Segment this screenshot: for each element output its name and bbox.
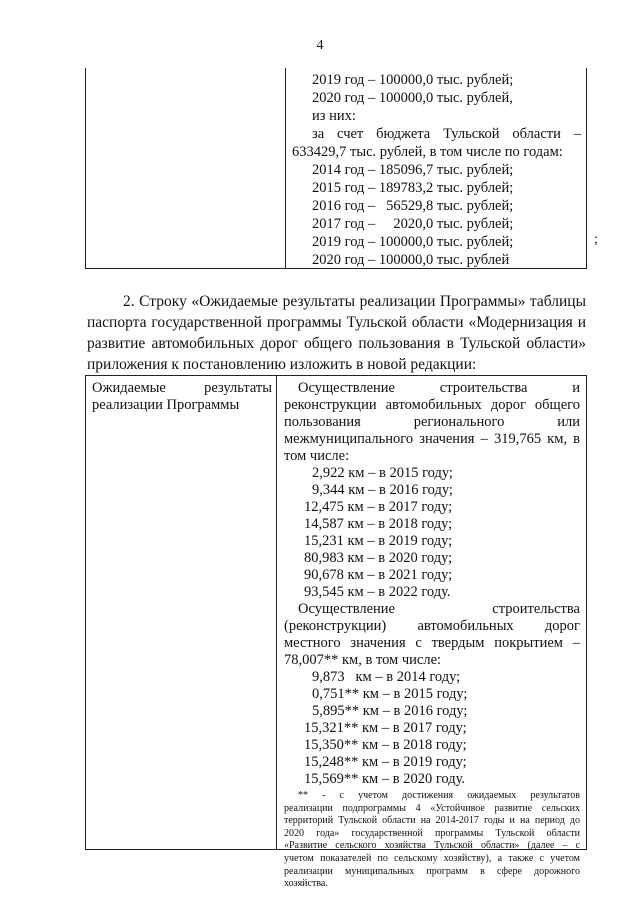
- footnote-line: реализации муниципальных программ в сфере дорожного: [284, 865, 580, 877]
- result-line: 5,895** км – в 2016 году;: [312, 703, 468, 719]
- funding-line: 2019 год – 100000,0 тыс. рублей;: [312, 72, 514, 88]
- funding-line: 2015 год – 189783,2 тыс. рублей;: [312, 180, 514, 196]
- result-line: 0,751** км – в 2015 году;: [312, 686, 468, 702]
- footnote-line: реализации подпрограммы 4 «Устойчивое развитие сельских: [284, 802, 580, 814]
- result-line: 15,321** км – в 2017 году;: [304, 720, 467, 736]
- row-header-cell: [92, 380, 272, 414]
- amendment-paragraph: [87, 291, 586, 375]
- funding-line: 633429,7 тыс. рублей, в том числе по годам:: [292, 144, 563, 160]
- footnote-line: хозяйства.: [284, 878, 328, 890]
- row-header-line: реализации Программы: [92, 397, 240, 413]
- expected-results-table: [85, 375, 587, 890]
- result-line: 15,248** км – в 2019 году;: [304, 754, 467, 770]
- result-line: 2,922 км – в 2015 году;: [312, 465, 453, 481]
- funding-line: 2016 год – 56529,8 тыс. рублей;: [312, 198, 514, 214]
- funding-line: 2019 год – 100000,0 тыс. рублей;: [312, 234, 514, 250]
- footnote-line: учетом показателей по сельскому хозяйству), а также с учетом: [284, 852, 580, 864]
- result-line: 9,873 км – в 2014 году;: [312, 669, 461, 685]
- footnote-line: ** - с учетом достижения ожидаемых результатов: [298, 790, 580, 801]
- funding-line: 2017 год – 2020,0 тыс. рублей;: [312, 216, 514, 232]
- paragraph-line: 2. Строку «Ожидаемые результаты реализации Программы» таблицы: [123, 293, 586, 310]
- funding-line: 2020 год – 100000,0 тыс. рублей: [312, 252, 510, 268]
- result-line: 14,587 км – в 2018 году;: [304, 516, 453, 532]
- result-line: 93,545 км – в 2022 году.: [304, 584, 451, 600]
- result-line: (реконструкции) автомобильных дорог: [284, 618, 580, 634]
- funding-cell: [292, 71, 581, 269]
- result-line: 15,350** км – в 2018 году;: [304, 737, 467, 753]
- column-divider: [285, 68, 286, 268]
- paragraph-line: паспорта государственной программы Тульской области «Модернизация и: [87, 314, 586, 331]
- result-line: межмуниципального значения – 319,765 км, в: [284, 431, 580, 447]
- funding-line: 2014 год – 185096,7 тыс. рублей;: [312, 162, 514, 178]
- footnote: [284, 790, 580, 891]
- footnote-line: территорий Тульской области на 2014-2017 годы и на период до: [284, 815, 580, 827]
- result-line: пользования регионального или: [284, 414, 580, 430]
- result-line: реконструкции автомобильных дорог общего: [284, 397, 580, 413]
- page-number: 4: [316, 38, 324, 53]
- result-line: Осуществление строительства: [298, 601, 580, 617]
- result-line: местного значения с твердым покрытием –: [284, 635, 580, 651]
- result-line: 12,475 км – в 2017 году;: [304, 499, 453, 515]
- result-line: 9,344 км – в 2016 году;: [312, 482, 453, 498]
- footnote-line: «Развитие сельского хозяйства Тульской области» (далее – с: [284, 840, 580, 852]
- row-header-line: Ожидаемые результаты: [92, 380, 272, 396]
- result-line: 78,007** км, в том числе:: [284, 652, 442, 668]
- result-line: 80,983 км – в 2020 году;: [304, 550, 453, 566]
- paragraph-line: развитие автомобильных дорог общего пользования в Тульской области»: [87, 335, 586, 352]
- funding-line: 2020 год – 100000,0 тыс. рублей,: [312, 90, 513, 106]
- trailing-semicolon: ;: [594, 232, 598, 247]
- result-line: том числе:: [284, 448, 350, 464]
- funding-line: за счет бюджета Тульской области –: [312, 126, 581, 142]
- column-divider: [276, 376, 277, 849]
- funding-line: из них:: [312, 108, 356, 124]
- result-line: 15,569** км – в 2020 году.: [304, 771, 466, 787]
- result-line: 90,678 км – в 2021 году;: [304, 567, 453, 583]
- funding-table-fragment: [85, 68, 587, 269]
- paragraph-line: приложения к постановлению изложить в новой редакции:: [87, 356, 477, 373]
- footnote-line: 2020 года» государственной программы Тульской области: [284, 827, 580, 839]
- result-line: Осуществление строительства и: [298, 380, 580, 396]
- result-line: 15,231 км – в 2019 году;: [304, 533, 453, 549]
- expected-results-cell: [284, 380, 580, 891]
